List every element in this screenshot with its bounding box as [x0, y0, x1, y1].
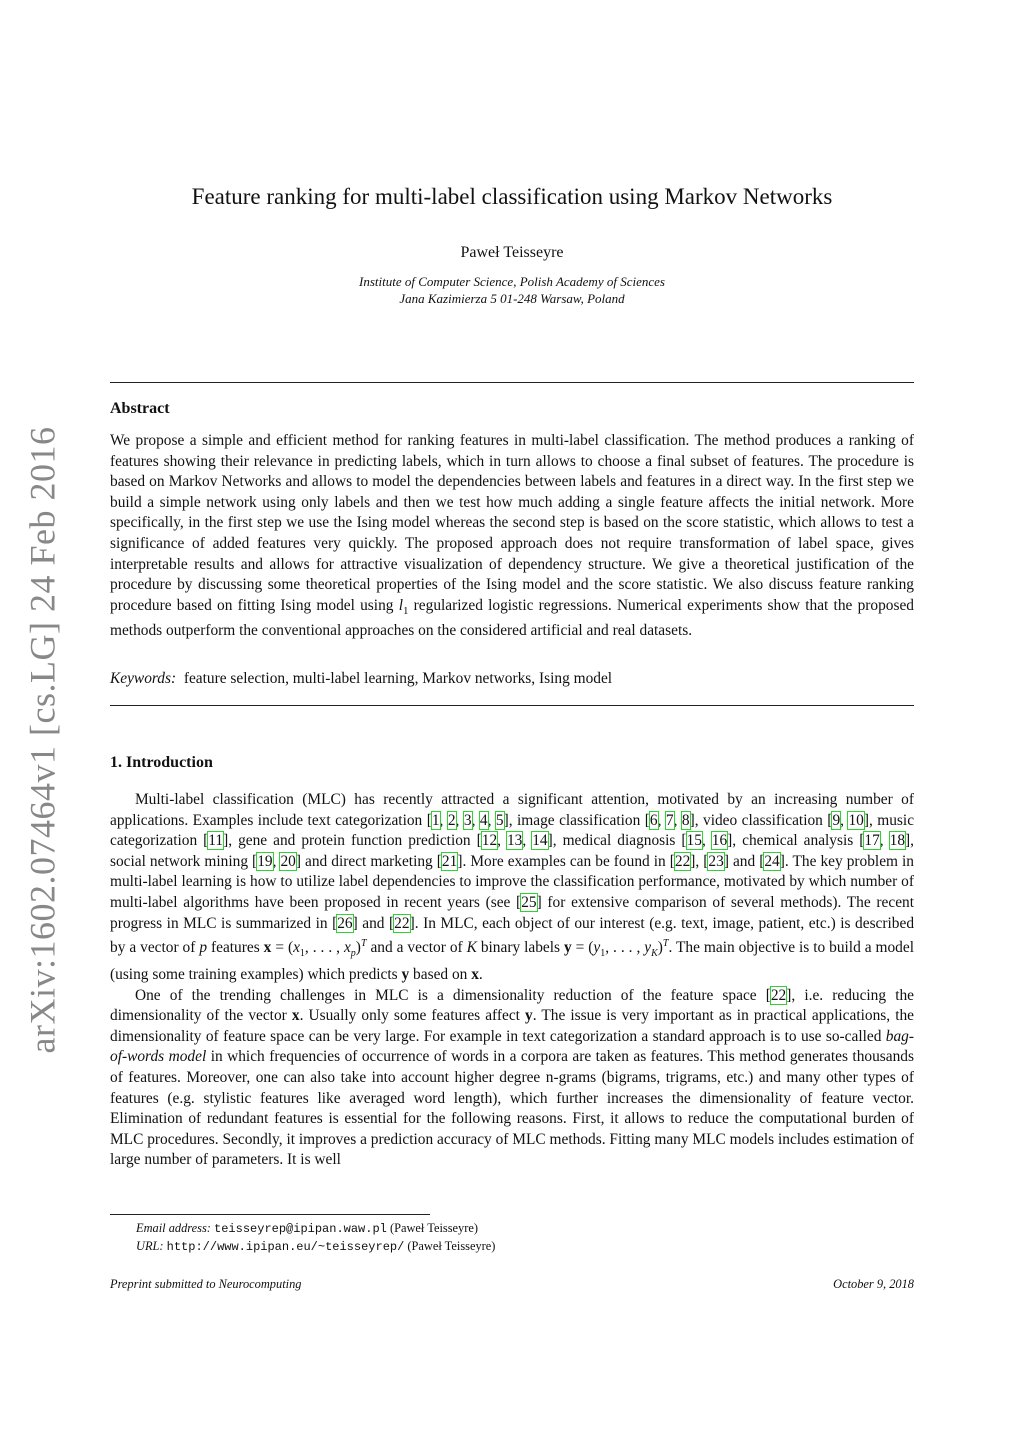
keywords [110, 670, 914, 688]
citation-link[interactable]: 6 [649, 811, 658, 829]
citation-link[interactable]: 22 [674, 852, 691, 870]
footnotes [136, 1220, 495, 1256]
email-link[interactable]: teisseyrep@ipipan.waw.pl [214, 1222, 387, 1236]
citation-link[interactable]: 26 [337, 914, 353, 932]
citation-link[interactable]: 12 [481, 832, 498, 850]
abstract-text-part-a: We propose a simple and efficient method for ranking features in multi-label classification. The method produces a ranking of features showing their relevance in predicting labels, which in turn allows to choose a final subset of features. The procedure is based on Markov Networks and allows to model the dependencies between labels and features in a direct way. In the first step we build a simple network using only labels and then we test how much adding a single feature affects the initial network. More specifically, in the first step we use the Ising model whereas the second step is based on the score statistic, which allows to test a significance of added features very quickly. The proposed approach does not require transformation of label space, gives interpretable results and allows for attractive visualization of dependency structure. We give a theoretical justification of the procedure by discussing some theoretical properties of the Ising model and the score statistic. We also discuss feature ranking procedure based on fitting Ising model using [110, 432, 914, 614]
url-link[interactable]: http://www.ipipan.eu/~teisseyrep/ [166, 1240, 405, 1254]
citation-link[interactable]: 9 [832, 811, 841, 829]
citation-link[interactable]: 1 [431, 811, 440, 829]
footnote-url [136, 1238, 495, 1256]
citation-link[interactable]: 19 [257, 852, 273, 870]
footer-date: October 9, 2018 [833, 1277, 914, 1291]
footnote-email [136, 1220, 495, 1238]
author-name: Paweł Teisseyre [460, 244, 564, 261]
citation-link[interactable]: 2 [447, 811, 456, 829]
citation-link[interactable]: 16 [711, 832, 728, 850]
keywords-text: feature selection, multi-label learning, Markov networks, Ising model [183, 670, 613, 687]
arxiv-identifier-stamp [14, 420, 70, 1060]
abstract-top-rule [110, 382, 914, 383]
citation-link[interactable]: 5 [495, 811, 504, 829]
citation-link[interactable]: 24 [764, 852, 780, 870]
keywords-label: Keywords: [110, 670, 177, 687]
affiliation [110, 273, 914, 307]
url-owner: (Paweł Teisseyre) [404, 1239, 496, 1253]
citation-link[interactable]: 15 [686, 832, 702, 850]
citation-link[interactable]: 22 [770, 986, 787, 1004]
citation-link[interactable]: 22 [394, 914, 410, 932]
introduction-body [110, 790, 914, 1171]
math-l: l [398, 596, 403, 614]
arxiv-stamp-text: arXiv:1602.07464v1 [cs.LG] 24 Feb 2016 [22, 426, 63, 1054]
citation-link[interactable]: 18 [889, 832, 906, 850]
intro-paragraph-2: One of the trending challenges in MLC is a dimensionality reduction of the feature space [22], i.e. reducing the dimensionality of the vector x. Usually only some features affect y. The issue is very important as in practical applications, the dimensionality of feature space can be very large. For example in text categorization a standard approach is to use so-called bag-of-words model in which frequencies of occurrence of words in a corpora are taken as features. This method generates thousands of features. Moreover, one can also take into account higher degree n-grams (bigrams, trigrams, etc.) and many other types of features (e.g. stylistic features like averaged word length), which further increases the dimensionality of feature vector. Elimination of redundant features is essential for the following reasons. First, it allows to reduce the computational burden of MLC procedures. Secondly, it improves a prediction accuracy of MLC methods. Fitting many MLC models includes estimation of large number of parameters. It is well [110, 986, 914, 1169]
footer-journal: Preprint submitted to Neurocomputing [110, 1277, 302, 1291]
citation-link[interactable]: 10 [848, 811, 864, 829]
citation-link[interactable]: 8 [681, 811, 690, 829]
math-l-subscript: 1 [402, 604, 409, 617]
citation-link[interactable]: 7 [665, 811, 674, 829]
citation-link[interactable]: 13 [506, 832, 523, 850]
abstract-text-part-b: regularized logistic regressions. Numerical experiments show that the proposed methods outperform the conventional approaches on the considered artificial and real datasets. [110, 596, 914, 640]
email-owner: (Paweł Teisseyre) [386, 1221, 478, 1235]
citation-link[interactable]: 11 [208, 832, 224, 850]
citation-link[interactable]: 17 [864, 832, 880, 850]
citation-link[interactable]: 14 [532, 832, 548, 850]
citation-link[interactable]: 21 [441, 852, 458, 870]
abstract-heading: Abstract [110, 400, 170, 417]
page-footer [110, 1277, 914, 1292]
citation-link[interactable]: 3 [463, 811, 472, 829]
section-heading-introduction: 1. Introduction [110, 754, 213, 771]
citation-link[interactable]: 25 [521, 893, 537, 911]
citation-link[interactable]: 23 [708, 852, 724, 870]
footnote-rule [110, 1214, 430, 1215]
affiliation-line-2: Jana Kazimierza 5 01-248 Warsaw, Poland [399, 291, 625, 306]
abstract-bottom-rule [110, 705, 914, 706]
citation-link[interactable]: 20 [280, 852, 296, 870]
intro-paragraph-1: Multi-label classification (MLC) has recently attracted a significant attention, motivated by an increasing number of applications. Examples include text categorization [1, 2, 3, 4, 5], image classification [6, 7, 8], video classification [9, 10], music categorization [11], gene and protein function prediction [12, 13, 14], medical diagnosis [15, 16], chemical analysis [17, 18], social network mining [19, 20] and direct marketing [21]. More examples can be found in [22], [23] and [24]. The key problem in multi-label learning is how to utilize label dependencies to improve the classification performance, motivated by which number of multi-label algorithms have been proposed in recent years (see [25] for extensive comparison of several methods). The recent progress in MLC is summarized in [26] and [22]. In MLC, each object of our interest (e.g. text, image, patient, etc.) is described by a vector of p features $x = (x_1$, . . . , $x_p)^T$ and a vector of K binary labels $y = (y_1$, . . . , $y_K)^T$. The main objective is to build a model (using some training examples) which predicts y based on x. [110, 791, 915, 983]
citation-link[interactable]: 4 [479, 811, 488, 829]
paper-title: Feature ranking for multi-label classification using Markov Networks [191, 184, 833, 209]
email-label: Email address: [136, 1221, 211, 1235]
url-label: URL: [136, 1239, 164, 1253]
abstract-text [110, 431, 914, 642]
affiliation-line-1: Institute of Computer Science, Polish Academy of Sciences [359, 274, 665, 289]
